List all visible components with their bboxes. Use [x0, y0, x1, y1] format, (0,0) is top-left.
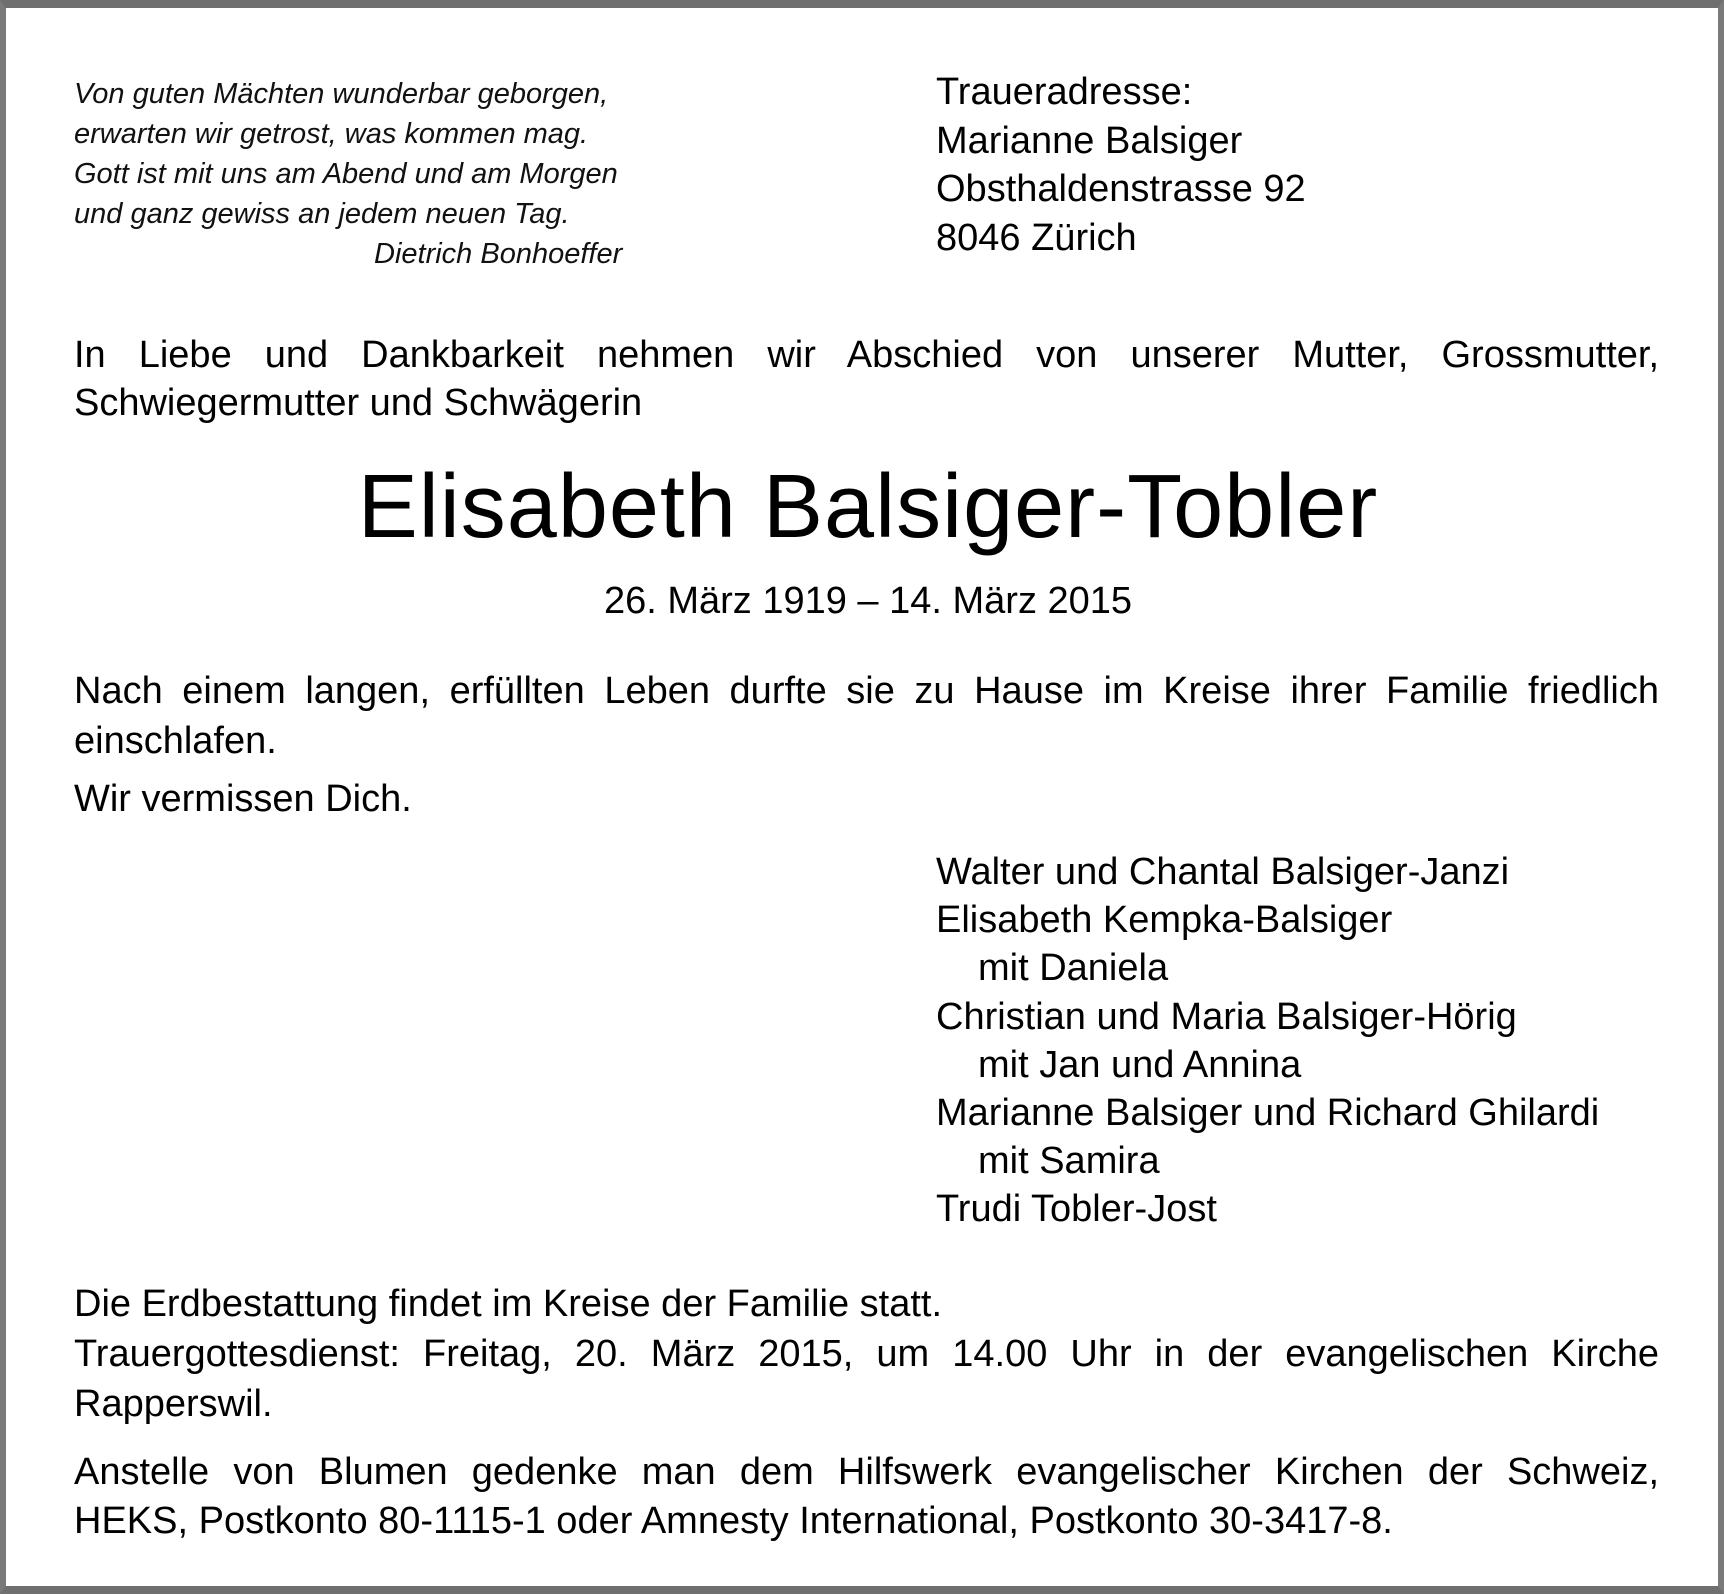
- intro-line-1: In Liebe und Dankbarkeit nehmen wir Abschied von unserer Mutter, Grossmutter,: [74, 334, 1659, 376]
- quote-author: Dietrich Bonhoeffer: [374, 238, 623, 270]
- mourning-address: [936, 68, 1306, 262]
- family-member: Elisabeth Kempka-Balsiger: [936, 899, 1393, 942]
- deceased-name: Elisabeth Balsiger-Tobler: [357, 457, 1379, 557]
- address-street: Obsthaldenstrasse 92: [936, 168, 1306, 210]
- family-member-child: mit Samira: [978, 1140, 1160, 1183]
- family-member-child: mit Jan und Annina: [978, 1043, 1302, 1086]
- quote-line: Gott ist mit uns am Abend und am Morgen: [74, 158, 618, 190]
- family-member: Marianne Balsiger und Richard Ghilardi: [936, 1092, 1600, 1135]
- message-line-1: Nach einem langen, erfüllten Leben durfte sie zu Hause im Kreise ihrer Familie friedlich: [74, 670, 1659, 712]
- quote-line: Von guten Mächten wunderbar geborgen,: [74, 78, 609, 110]
- bonhoeffer-quote: [74, 74, 622, 274]
- family-member: Trudi Tobler-Jost: [936, 1188, 1217, 1231]
- quote-line: erwarten wir getrost, was kommen mag.: [74, 118, 589, 150]
- address-label: Traueradresse:: [936, 71, 1193, 113]
- donation-info-line-1: Anstelle von Blumen gedenke man dem Hilfswerk evangelischer Kirchen der Schweiz,: [74, 1451, 1659, 1493]
- family-member: Christian und Maria Balsiger-Hörig: [936, 995, 1517, 1038]
- message-miss-you: Wir vermissen Dich.: [74, 778, 412, 820]
- service-info-line-1: Trauergottesdienst: Freitag, 20. März 2015, um 14.00 Uhr in der evangelischen Kirche: [74, 1333, 1659, 1375]
- address-city: 8046 Zürich: [936, 216, 1137, 259]
- burial-info: Die Erdbestattung findet im Kreise der Familie statt.: [74, 1283, 943, 1325]
- family-member-child: mit Daniela: [978, 947, 1169, 990]
- intro-line-2: Schwiegermutter und Schwägerin: [74, 382, 643, 424]
- family-list: [936, 848, 1599, 1234]
- quote-line: und ganz gewiss an jedem neuen Tag.: [74, 198, 570, 230]
- life-dates: 26. März 1919 – 14. März 2015: [603, 580, 1133, 622]
- address-name: Marianne Balsiger: [936, 119, 1243, 162]
- service-info-line-2: Rapperswil.: [74, 1383, 273, 1425]
- family-member: Walter und Chantal Balsiger-Janzi: [936, 851, 1510, 893]
- message-line-2: einschlafen.: [74, 720, 277, 762]
- donation-info-line-2: HEKS, Postkonto 80-1115-1 oder Amnesty International, Postkonto 30-3417-8.: [74, 1500, 1393, 1542]
